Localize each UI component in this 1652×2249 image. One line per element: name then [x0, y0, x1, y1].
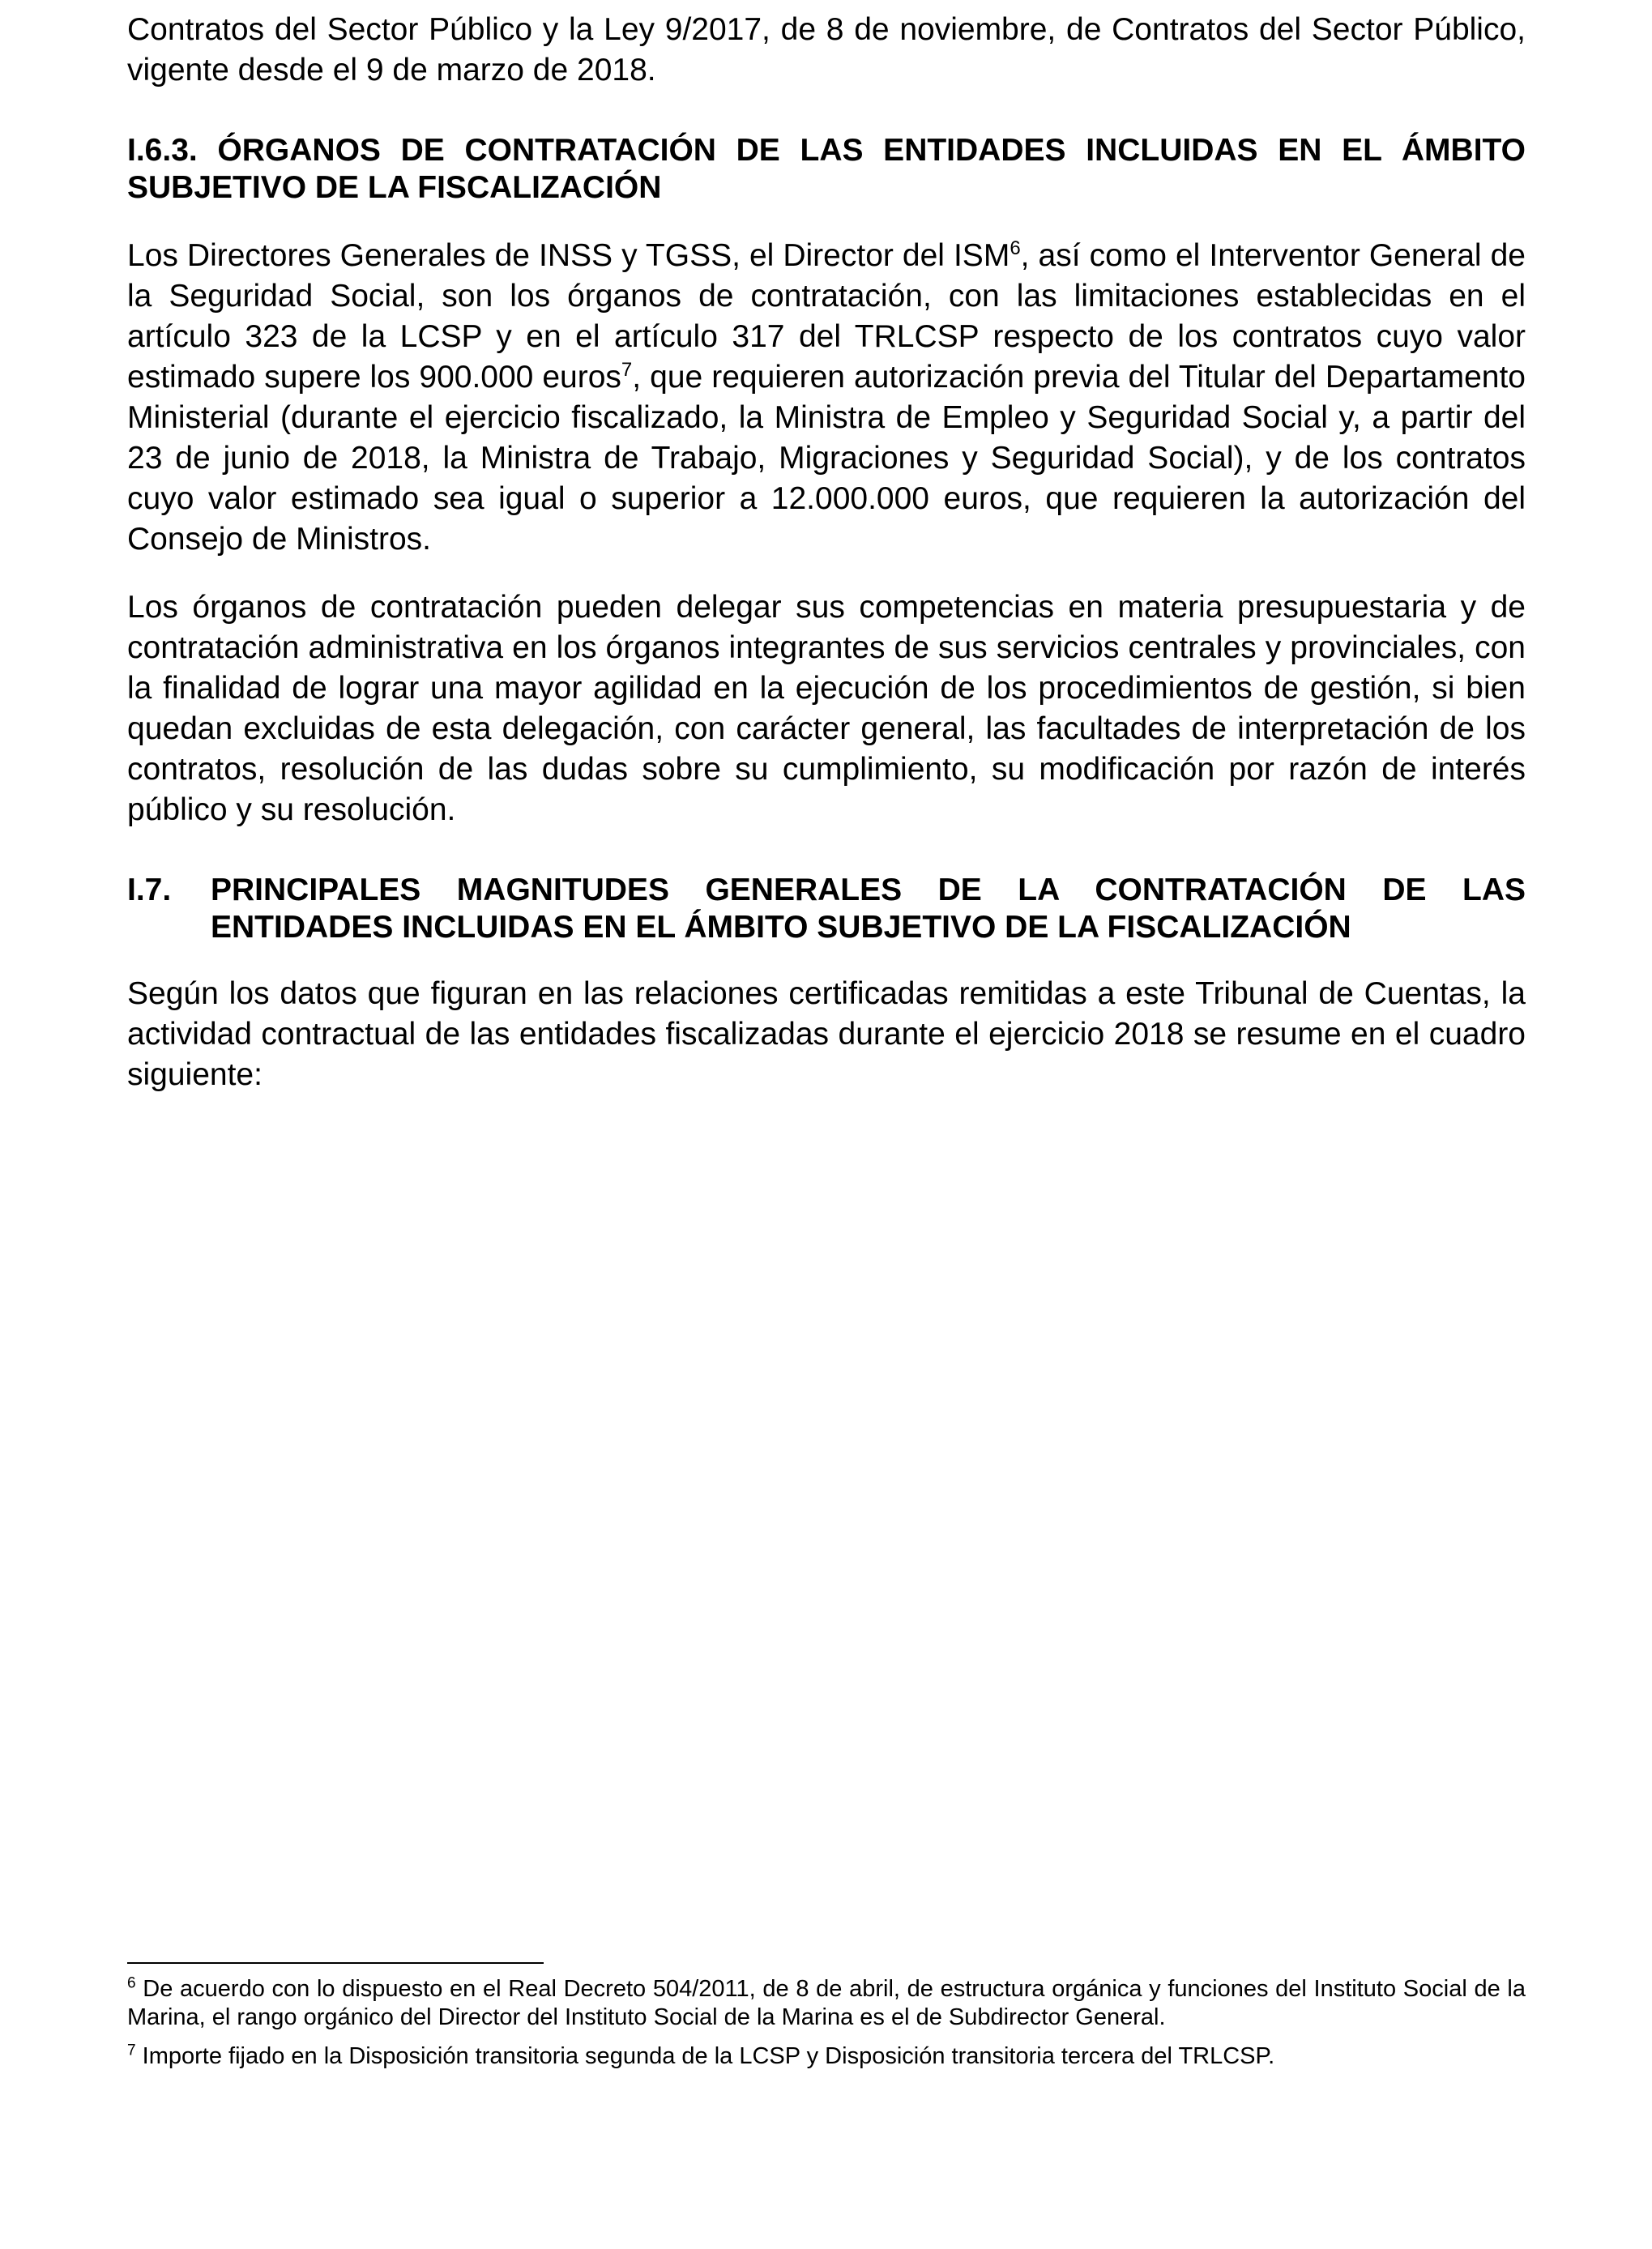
footnote-mark: 6 [127, 1974, 136, 1992]
footnote-text: De acuerdo con lo dispuesto en el Real Decreto 504/2011, de 8 de abril, de estructura orgánica y funciones del Instituto Social de la Marina, el rango orgánico del Director del Instituto Social de la Marina es el de Subdirector General. [127, 1976, 1526, 2030]
section-heading-i-6-3: I.6.3. ÓRGANOS DE CONTRATACIÓN DE LAS ENTIDADES INCLUIDAS EN EL ÁMBITO SUBJETIVO DE LA FISCALIZACIÓN [127, 133, 1526, 205]
footnote-7 [127, 2042, 1526, 2071]
paragraph-organos-contratacion [127, 236, 1526, 560]
paragraph-magnitudes: Según los datos que figuran en las relaciones certificadas remitidas a este Tribunal de Cuentas, la actividad contractual de las entidades fiscalizadas durante el ejercicio 2018 se resume en el cuadro siguiente: [127, 976, 1526, 1092]
paragraph-text: Los Directores Generales de INSS y TGSS, el Director del ISM [127, 238, 1010, 273]
paragraph-delegacion: Los órganos de contratación pueden delegar sus competencias en materia presupuestaria y de contratación administrativa en los órganos integrantes de sus servicios centrales y provinciales, con la finalidad de lograr una mayor agilidad en la ejecución de los procedimientos de gestión, si bien quedan excluidas de esta delegación, con carácter general, las facultades de interpretación de los contratos, resolución de las dudas sobre su cumplimiento, su modificación por razón de interés público y su resolución. [127, 590, 1526, 827]
section-heading-i-7 [127, 872, 1526, 946]
footnote-ref-6[interactable]: 6 [1010, 237, 1021, 259]
footnote-mark: 7 [127, 2042, 136, 2059]
section-title: PRINCIPALES MAGNITUDES GENERALES DE LA CONTRATACIÓN DE LAS ENTIDADES INCLUIDAS EN EL ÁMBITO SUBJETIVO DE LA FISCALIZACIÓN [211, 873, 1526, 945]
intro-paragraph: Contratos del Sector Público y la Ley 9/2017, de 8 de noviembre, de Contratos del Sector Público, vigente desde el 9 de marzo de 2018. [127, 12, 1526, 87]
footnotes [127, 1975, 1526, 2071]
footnote-text: Importe fijado en la Disposición transitoria segunda de la LCSP y Disposición transitoria tercera del TRLCSP. [135, 2043, 1275, 2069]
footnote-6 [127, 1975, 1526, 2032]
paragraph-text: , que requieren autorización previa del Titular del Departamento Ministerial (durante el ejercicio fiscalizado, la Ministra de Empleo y Seguridad Social y, a partir del 23 de junio de 2018, la Ministra de Trabajo, Migraciones y Seguridad Social), y de los contratos cuyo valor estimado sea igual o superior a 12.000.000 euros, que requieren la autorización del Consejo de Ministros. [127, 360, 1526, 557]
section-number: I.7. [127, 873, 172, 907]
paragraph-text: , así como el Interventor General de la Seguridad Social, son los órganos de contratación, con las limitaciones establecidas en el artículo 323 de la LCSP y en el artículo 317 del TRLCSP respecto de los contratos cuyo valor estimado supere los 900.000 euros [127, 238, 1526, 395]
footnote-separator [127, 1962, 544, 1964]
document-body [127, 10, 1526, 1095]
footnote-ref-7[interactable]: 7 [621, 359, 633, 381]
